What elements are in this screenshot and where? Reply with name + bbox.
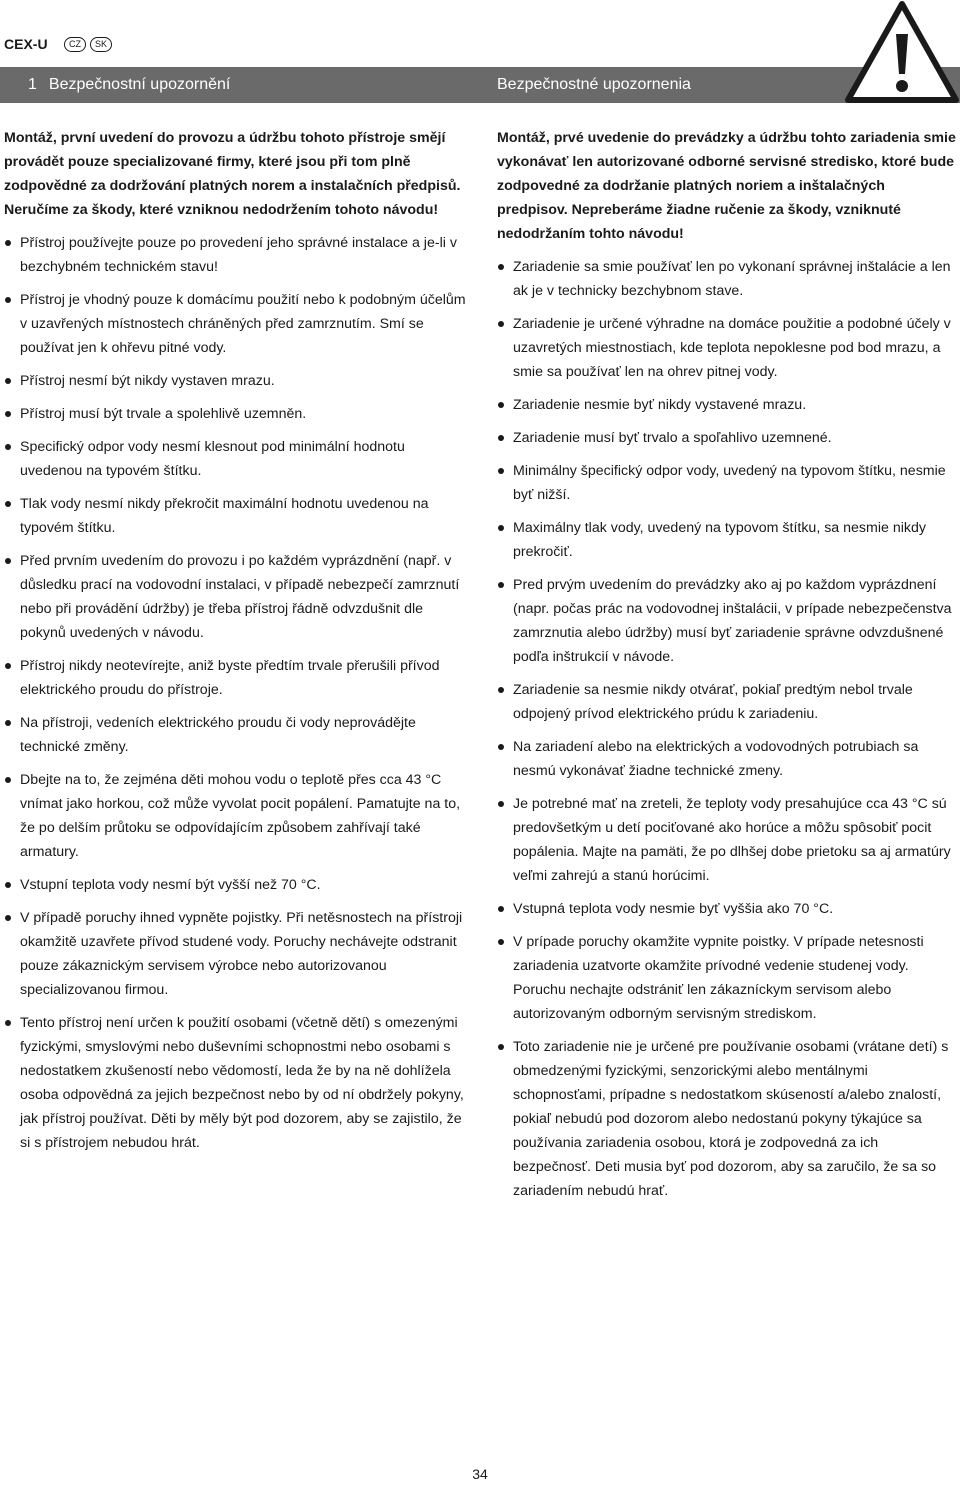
list-item (4, 873, 466, 897)
list-item-text: Přístroj je vhodný pouze k domácímu použití nebo k podobným účelům v uzavřených místnostech chráněných před zamrznutím. Smí se používat jen k ohřevu pitné vody. (20, 292, 466, 356)
list-item (4, 906, 466, 1002)
bullet-icon (498, 582, 504, 588)
list-item-text: Minimálny špecifický odpor vody, uvedený na typovom štítku, nesmie byť nižší. (513, 463, 946, 503)
list-item-text: Zariadenie je určené výhradne na domáce použitie a podobné účely v uzavretých miestnostiach, kde teplota nepoklesne pod bod mrazu, a smie sa používať len na ohrev pitnej vody. (513, 316, 951, 380)
list-item (497, 573, 957, 669)
list-item-text: Na přístroji, vedeních elektrického proudu či vody neprovádějte technické změny. (20, 715, 416, 755)
bullet-icon (498, 264, 504, 270)
list-item-text: Zariadenie musí byť trvalo a spoľahlivo uzemnené. (513, 430, 832, 446)
list-item-text: Přístroj musí být trvale a spolehlivě uzemněn. (20, 406, 307, 422)
bullet-icon (498, 744, 504, 750)
list-item-text: Zariadenie nesmie byť nikdy vystavené mrazu. (513, 397, 807, 413)
list-item (497, 426, 957, 450)
bullet-icon (5, 882, 11, 888)
list-item-text: Tlak vody nesmí nikdy překročit maximální hodnotu uvedenou na typovém štítku. (20, 496, 429, 536)
safety-list-sk (497, 255, 957, 1203)
bullet-icon (498, 906, 504, 912)
bullet-icon (5, 240, 11, 246)
list-item-text: Před prvním uvedením do provozu i po každém vyprázdnění (např. v důsledku prací na vodovodní instalaci, v případě nebezpečí zamrznutí nebo při provádění údržby) je třeba přístroj řádně odvzdušnit dle pokynů uvedených v návodu. (20, 553, 460, 641)
list-item (4, 231, 466, 279)
bullet-icon (5, 777, 11, 783)
column-czech (4, 126, 466, 1164)
list-item-text: Přístroj používejte pouze po provedení jeho správné instalace a je-li v bezchybném technickém stavu! (20, 235, 457, 275)
list-item (4, 654, 466, 702)
bullet-icon (5, 411, 11, 417)
bullet-icon (5, 297, 11, 303)
list-item-text: Je potrebné mať na zreteli, že teploty vody presahujúce cca 43 °C sú predovšetkým u detí pociťované ako horúce a môžu spôsobiť pocit popálenia. Majte na pamäti, že po dlhšej dobe prietoku sa aj armatúry veľmi zahrejú a stanú horúcimi. (513, 796, 951, 884)
list-item (4, 288, 466, 360)
list-item (497, 255, 957, 303)
list-item (497, 897, 957, 921)
list-item-text: Toto zariadenie nie je určené pre používanie osobami (vrátane detí) s obmedzenými fyzickými, senzorickými alebo mentálnymi schopnosťami, prípadne s nedostatkom skúseností a/alebo znalostí, pokiaľ nebudú pod dozorom alebo nedostanú pokyny týkajúce sa používania zariadenia osobou, ktorá je zodpovedná za ich bezpečnosť. Deti musia byť pod dozorom, aby sa zaručilo, že sa so zariadením nebudú hrať. (513, 1039, 949, 1199)
list-item-text: V případě poruchy ihned vypněte pojistky. Při netěsnostech na přístroji okamžitě uzavřete přívod studené vody. Poruchy nechávejte odstranit pouze zákaznickým servisem výrobce nebo autorizovanou specializovanou firmou. (20, 910, 463, 998)
list-item (4, 402, 466, 426)
bullet-icon (498, 939, 504, 945)
bullet-icon (5, 558, 11, 564)
list-item (497, 930, 957, 1026)
bullet-icon (498, 525, 504, 531)
bullet-icon (5, 501, 11, 507)
list-item (497, 735, 957, 783)
list-item (497, 678, 957, 726)
warning-triangle-icon (844, 0, 960, 104)
bullet-icon (498, 402, 504, 408)
list-item (497, 792, 957, 888)
bullet-icon (498, 435, 504, 441)
bullet-icon (498, 321, 504, 327)
list-item-text: Specifický odpor vody nesmí klesnout pod minimální hodnotu uvedenou na typovém štítku. (20, 439, 405, 479)
section-number: 1 (28, 76, 37, 93)
list-item (497, 459, 957, 507)
column-slovak (497, 126, 957, 1212)
list-item (497, 516, 957, 564)
list-item (4, 492, 466, 540)
list-item (4, 435, 466, 483)
list-item-text: Zariadenie sa smie používať len po vykonaní správnej inštalácie a len ak je v technicky bezchybnom stave. (513, 259, 951, 299)
intro-paragraph-cz: Montáž, první uvedení do provozu a údržbu tohoto přístroje smějí provádět pouze specializované firmy, které jsou při tom plně zodpovědné za dodržování platných norem a instalačních předpisů. Neručíme za škody, které vzniknou nedodržením tohoto návodu! (4, 130, 461, 218)
bullet-icon (5, 663, 11, 669)
list-item-text: Vstupní teplota vody nesmí být vyšší než 70 °C. (20, 877, 321, 893)
list-item-text: Maximálny tlak vody, uvedený na typovom štítku, sa nesmie nikdy prekročiť. (513, 520, 926, 560)
list-item-text: Přístroj nikdy neotevírejte, aniž byste předtím trvale přerušili přívod elektrického proudu do přístroje. (20, 658, 440, 698)
list-item-text: Přístroj nesmí být nikdy vystaven mrazu. (20, 373, 275, 389)
bullet-icon (5, 720, 11, 726)
section-title-cz (28, 67, 230, 103)
bullet-icon (5, 1020, 11, 1026)
section-header-band (0, 67, 960, 103)
list-item-text: Tento přístroj není určen k použití osobami (včetně dětí) s omezenými fyzickými, smyslovými nebo duševními schopnostmi nebo osobami s nedostatkem zkušeností nebo vědomostí, leda že by na ně dohlížela osoba odpovědná za jejich bezpečnost nebo by od ní obdržely pokyny, jak přístroj používat. Děti by měly být pod dozorem, aby se zajistilo, že si s přístrojem nebudou hrát. (20, 1015, 464, 1151)
bullet-icon (498, 687, 504, 693)
bullet-icon (5, 444, 11, 450)
language-badge-sk: SK (90, 37, 112, 52)
list-item (497, 1035, 957, 1203)
list-item (497, 393, 957, 417)
list-item-text: V prípade poruchy okamžite vypnite poistky. V prípade netesnosti zariadenia uzatvorte okamžite prívodné vedenie studenej vody. Poruchu nechajte odstrániť len zákazníckym servisom alebo autorizovaným odborným servisným strediskom. (513, 934, 924, 1022)
bullet-icon (498, 801, 504, 807)
list-item (4, 1011, 466, 1155)
list-item (4, 711, 466, 759)
list-item (4, 369, 466, 393)
list-item-text: Vstupná teplota vody nesmie byť vyššia ako 70 °C. (513, 901, 834, 917)
bullet-icon (5, 915, 11, 921)
list-item (4, 768, 466, 864)
language-badge-cz: CZ (64, 37, 86, 52)
bullet-icon (498, 468, 504, 474)
section-title-sk: Bezpečnostné upozornenia (497, 76, 691, 93)
safety-list-cz (4, 231, 466, 1155)
bullet-icon (498, 1044, 504, 1050)
section-title-cz-text: Bezpečnostní upozornění (48, 76, 231, 93)
list-item-text: Na zariadení alebo na elektrických a vodovodných potrubiach sa nesmú vykonávať žiadne technické zmeny. (513, 739, 919, 779)
bullet-icon (5, 378, 11, 384)
model-name: CEX-U (4, 36, 48, 52)
list-item (4, 549, 466, 645)
list-item-text: Dbejte na to, že zejména děti mohou vodu o teplotě přes cca 43 °C vnímat jako horkou, což může vyvolat pocit popálení. Pamatujte na to, že po delším průtoku se odpovídajícím způsobem zahřívají také armatury. (20, 772, 461, 860)
list-item-text: Zariadenie sa nesmie nikdy otvárať, pokiaľ predtým nebol trvale odpojený prívod elektrického prúdu k zariadeniu. (513, 682, 913, 722)
list-item-text: Pred prvým uvedením do prevádzky ako aj po každom vyprázdnení (napr. počas prác na vodovodnej inštalácii, v prípade nebezpečenstva zamrznutia alebo údržby) musí byť zariadenie správne odvzdušnené podľa inštrukcií v návode. (513, 577, 952, 665)
page-number: 34 (472, 1466, 488, 1482)
intro-paragraph-sk: Montáž, prvé uvedenie do prevádzky a údržbu tohto zariadenia smie vykonávať len autorizované odborné servisné stredisko, ktoré bude zodpovedné za dodržanie platných noriem a inštalačných predpisov. Nepreberáme žiadne ručenie za škody, vzniknuté nedodržaním tohto návodu! (497, 130, 956, 242)
list-item (497, 312, 957, 384)
document-header (0, 34, 960, 54)
